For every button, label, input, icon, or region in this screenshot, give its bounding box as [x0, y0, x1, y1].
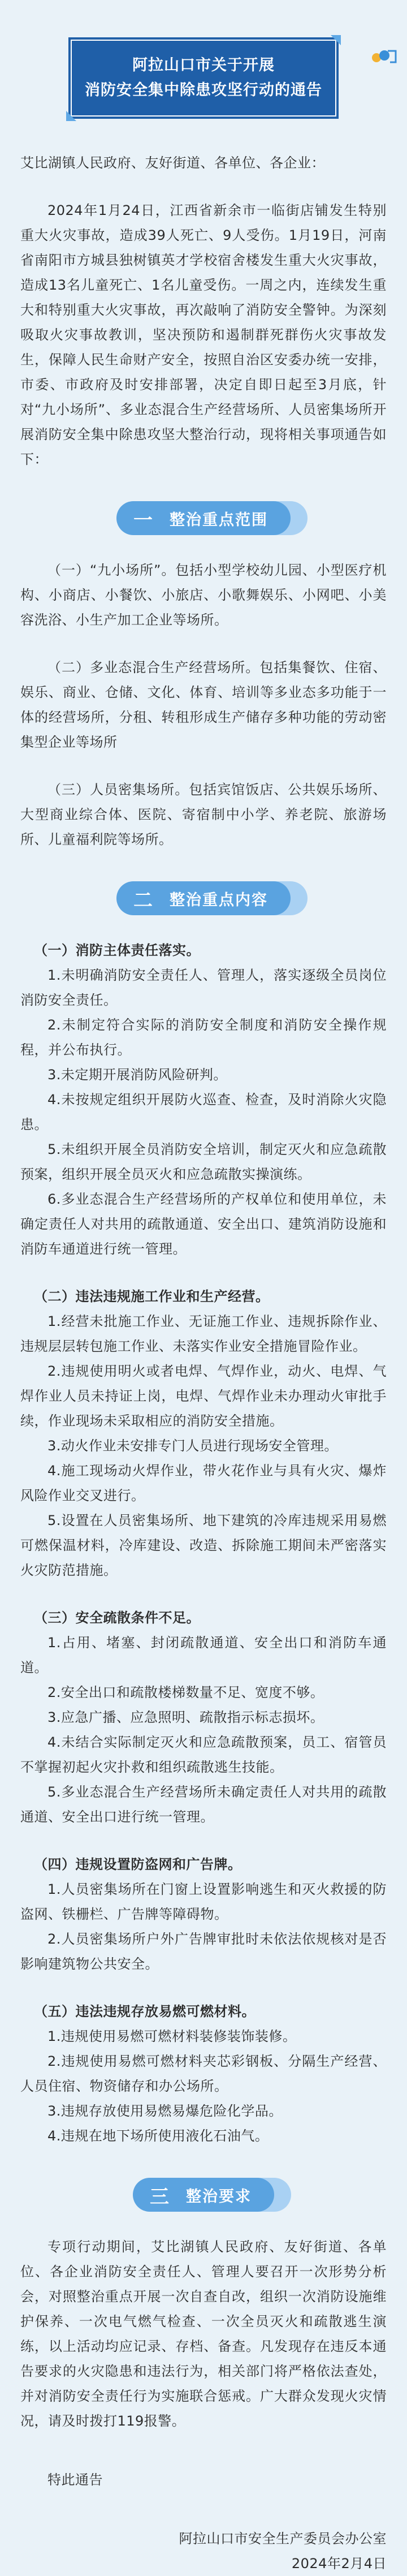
- section-number: 二: [133, 889, 153, 912]
- section-header: [20, 501, 387, 535]
- list-item: 3.应急广播、应急照明、疏散指示标志损坏。: [47, 1709, 324, 1725]
- section-badge: [116, 501, 291, 535]
- list-item: 1.违规使用易燃可燃材料装修装饰装修。: [47, 2028, 297, 2044]
- list-item: 2.安全出口和疏散楼梯数量不足、宽度不够。: [47, 1685, 324, 1700]
- badge-tail: [274, 881, 308, 915]
- list-item: 2.人员密集场所户外广告牌审批时未依法依规核对是否影响建筑物公共安全。: [20, 1931, 387, 1972]
- corner-decoration: [331, 35, 341, 45]
- section-title: 整治重点内容: [170, 891, 268, 909]
- badge-tail: [274, 501, 308, 535]
- logo-icon: [371, 48, 397, 64]
- list-item: 6.多业态混合生产经营场所的产权单位和使用单位，未确定责任人对共用的疏散通道、安全出口、建筑消防设施和消防车通道进行统一管理。: [20, 1191, 387, 1257]
- list-item: 2.未制定符合实际的消防安全制度和消防安全操作规程，并公布执行。: [20, 1017, 387, 1058]
- scope-paragraph: （二）多业态混合生产经营场所。包括集餐饮、住宿、娱乐、商业、仓储、文化、体育、培训等多业态多功能于一体的经营场所，分租、转租形成生产储存多种功能的劳动密集型企业等场所: [20, 660, 387, 750]
- list-item: 4.违规在地下场所使用液化石油气。: [47, 2128, 269, 2144]
- list-item: 3.未定期开展消防风险研判。: [47, 1067, 227, 1083]
- group-heading: （三）安全疏散条件不足。: [34, 1610, 200, 1626]
- list-item: 5.未组织开展全员消防安全培训，制定灭火和应急疏散预案，组织开展全员灭火和应急疏散实操演练。: [20, 1141, 387, 1182]
- list-item: 4.施工现场动火焊作业，带火花作业与具有火灾、爆炸风险作业交叉进行。: [20, 1463, 387, 1504]
- requirements-paragraph: 专项行动期间，艾比湖镇人民政府、友好街道、各单位、各企业消防安全责任人、管理人要召开一次形势分析会，对照整治重点开展一次自查自改，组织一次消防设施维护保养、一次电气燃气检查、一次全员灭火和疏散逃生演练，以上活动均应记录、存档、备查。凡发现存在违反本通告要求的火灾隐患和违法行为，相关部门将严格依法查处，并对消防安全责任行为实施联合惩戒。广大群众发现火灾情况，请及时拨打119报警。: [20, 2239, 387, 2429]
- list-item: 3.动火作业未安排专门人员进行现场安全管理。: [47, 1438, 338, 1454]
- section-title: 整治重点范围: [170, 511, 268, 529]
- section-badge: [133, 2178, 274, 2212]
- intro-paragraph: 2024年1月24日，江西省新余市一临街店铺发生特别重大火灾事故，造成39人死亡、9人受伤。1月19日，河南省南阳市方城县独树镇英才学校宿舍楼发生重大火灾事故，造成13名儿童死亡、1名儿童受伤。一周之内，连续发生重大和特别重大火灾事故，再次敲响了消防安全警钟。为深刻吸取火灾事故教训，坚决预防和遏制群死群伤火灾事故发生，保障人民生命财产安全，按照自治区安委办统一安排，市委、市政府及时安排部署，决定自即日起至3月底，针对“九小场所”、多业态混合生产经营场所、人员密集场所开展消防安全集中除患攻坚大整治行动，现将相关事项通告如下：: [20, 203, 387, 467]
- content-group: [20, 1852, 387, 1976]
- content-group: [20, 1999, 387, 2148]
- list-item: 2.违规使用明火或者电焊、气焊作业，动火、电焊、气焊作业人员未持证上岗，电焊、气焊作业未办理动火审批手续，作业现场未采取相应的消防安全措施。: [20, 1363, 387, 1429]
- list-item: 1.未明确消防安全责任人、管理人，落实逐级全员岗位消防安全责任。: [20, 967, 387, 1008]
- scope-paragraph: （三）人员密集场所。包括宾馆饭店、公共娱乐场所、大型商业综合体、医院、寄宿制中小学、养老院、旅游场所、儿童福利院等场所。: [20, 782, 387, 847]
- list-item: 1.经营未批施工作业、无证施工作业、违规拆除作业、违规层层转包施工作业、未落实作业安全措施冒险作业。: [20, 1313, 387, 1354]
- scope-paragraph: （一）“九小场所”。包括小型学校幼儿园、小型医疗机构、小商店、小餐饮、小旅店、小歌舞娱乐、小网吧、小美容洗浴、小生产加工企业等场所。: [20, 562, 387, 628]
- notice-page: [0, 40, 407, 2571]
- group-heading: （五）违法违规存放易燃可燃材料。: [34, 2004, 256, 2019]
- notice-body: [0, 150, 407, 2576]
- list-item: 5.设置在人员密集场所、地下建筑的冷库违规采用易燃可燃保温材料，冷库建设、改造、拆除施工期间未严密落实火灾防范措施。: [20, 1513, 387, 1578]
- list-item: 1.人员密集场所在门窗上设置影响逃生和灭火救援的防盗网、铁栅栏、广告牌等障碍物。: [20, 1881, 387, 1922]
- content-group: [20, 1284, 387, 1583]
- notice-title-line2: 消防安全集中除患攻坚行动的通告: [85, 81, 322, 99]
- signature-date: 2024年2月4日: [291, 2556, 387, 2571]
- notice-title-line1: 阿拉山口市关于开展: [132, 57, 275, 74]
- list-item: 1.占用、堵塞、封闭疏散通道、安全出口和消防车通道。: [20, 1635, 387, 1675]
- list-item: 4.未结合实际制定灭火和应急疏散预案，员工、宿管员不掌握初起火灾扑救和组织疏散逃生技能。: [20, 1734, 387, 1775]
- section-badge: [116, 881, 291, 915]
- list-item: 3.违规存放使用易燃易爆危险化学品。: [47, 2103, 283, 2119]
- list-item: 4.未按规定组织开展防火巡查、检查，及时消除火灾隐患。: [20, 1092, 387, 1132]
- closing-text: 特此通告: [47, 2472, 103, 2488]
- group-heading: （四）违规设置防盗网和广告牌。: [34, 1856, 242, 1872]
- corner-decoration: [66, 111, 76, 121]
- badge-tail: [257, 2178, 291, 2212]
- group-heading: （二）违法违规施工作业和生产经营。: [34, 1289, 270, 1304]
- content-group: [20, 938, 387, 1261]
- content-group: [20, 1605, 387, 1829]
- section-title: 整治要求: [186, 2187, 252, 2205]
- list-item: 2.违规使用易燃可燃材料夹芯彩钢板、分隔生产经营、人员住宿、物资储存和办公场所。: [20, 2053, 387, 2094]
- addressee: 艾比湖镇人民政府、友好街道、各单位、各企业：: [20, 155, 325, 171]
- notice-title-box: [71, 40, 336, 117]
- group-heading: （一）消防主体责任落实。: [34, 942, 200, 958]
- list-item: 5.多业态混合生产经营场所未确定责任人对共用的疏散通道、安全出口进行统一管理。: [20, 1784, 387, 1825]
- section-number: 一: [133, 509, 153, 532]
- section-header: [20, 881, 387, 915]
- section-header: [20, 2178, 387, 2212]
- signature-org: 阿拉山口市安全生产委员会办公室: [179, 2531, 387, 2547]
- section-number: 三: [150, 2185, 169, 2208]
